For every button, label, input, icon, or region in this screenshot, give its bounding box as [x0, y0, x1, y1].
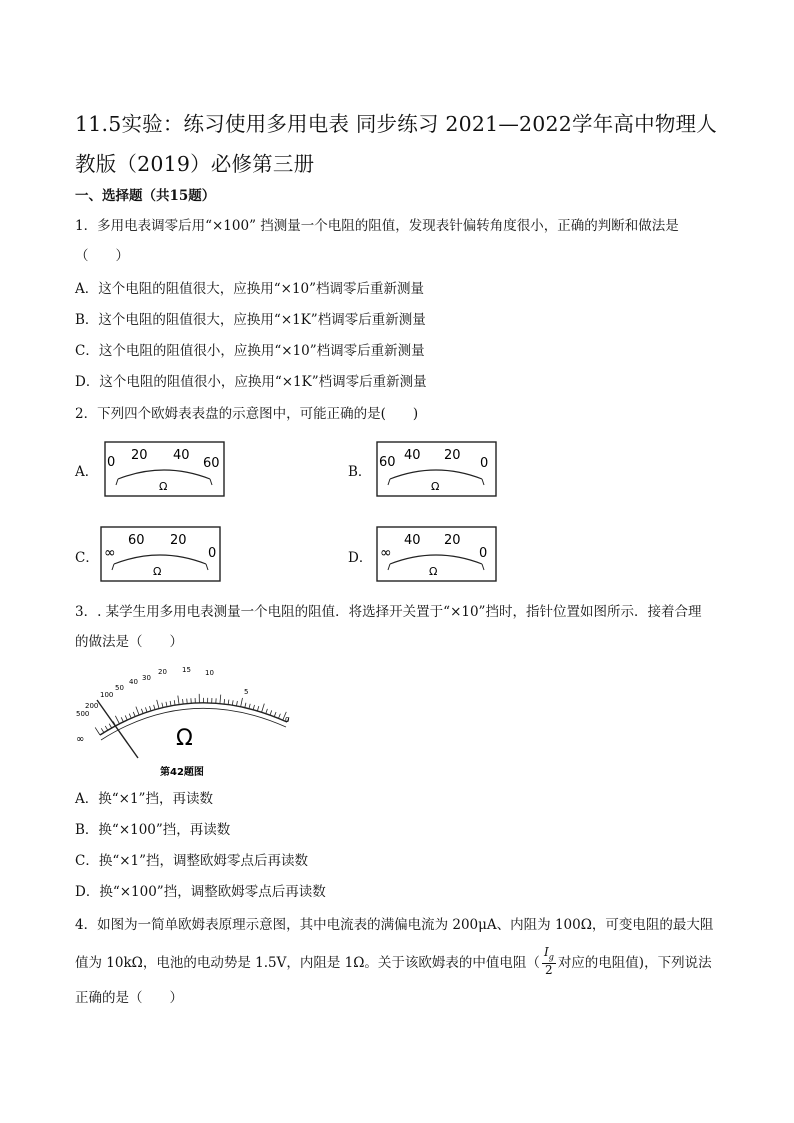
scale-tick	[278, 714, 280, 719]
scale-tick	[262, 704, 265, 713]
scale-tick	[121, 717, 123, 721]
scale-label: 0	[285, 716, 290, 724]
scale-tick	[162, 703, 163, 708]
q1-option-d: D．这个电阻的阻值很小，应换用“×1K”档调零后重新测量	[75, 374, 427, 390]
scale-label: 40	[129, 678, 138, 686]
scale-tick	[266, 709, 268, 714]
scale-label: 30	[142, 674, 151, 682]
scale-tick	[133, 712, 135, 717]
q3-unit: Ω	[176, 726, 193, 751]
q2-a-tick-2: 40	[173, 448, 190, 463]
q2-c-unit: Ω	[153, 565, 162, 578]
q3-stem-line2: 的做法是（ ）	[75, 634, 183, 650]
scale-tick	[105, 726, 108, 730]
q1-option-a: A．这个电阻的阻值很大，应换用“×10”档调零后重新测量	[75, 281, 425, 297]
scale-tick	[95, 727, 100, 735]
q2-stem: 2．下列四个欧姆表表盘的示意图中，可能正确的是( )	[75, 406, 419, 422]
scale-tick	[136, 707, 139, 715]
q2-b-tick-3: 0	[480, 456, 489, 471]
q2-a-tick-3: 60	[203, 456, 220, 471]
scale-tick	[232, 700, 233, 705]
scale-tick	[245, 703, 246, 708]
q1-option-c: C．这个电阻的阻值很小，应换用“×10”档调零后重新测量	[75, 343, 425, 359]
scale-label: 100	[100, 691, 114, 699]
scale-tick	[125, 715, 127, 720]
q3-option-b: B．换“×100”挡，再读数	[75, 822, 231, 838]
q3-stem-line1: 3．. 某学生用多用电表测量一个电阻的阻值．将选择开关置于“×10”挡时，指针位置如图所示．接着合理	[75, 604, 702, 620]
scale-tick	[115, 716, 119, 724]
q2-label-a: A．	[75, 464, 99, 480]
q2-label-c: C．	[75, 550, 99, 566]
q2-c-tick-2: 20	[170, 533, 187, 548]
scale-tick	[109, 724, 111, 728]
scale-tick	[224, 699, 225, 704]
q4-frac-sub: g	[548, 952, 554, 962]
q2-a-unit: Ω	[159, 480, 168, 493]
scale-label: 200	[85, 702, 99, 710]
scale-tick	[170, 701, 171, 706]
scale-tick	[178, 696, 179, 705]
q4-line2-pre: 值为 10kΩ，电池的电动势是 1.5V，内阻是 1Ω。关于该欧姆表的中值电阻（	[75, 955, 540, 972]
q2-d-tick-1: 40	[404, 533, 421, 548]
scale-tick	[129, 714, 131, 719]
scale-tick	[257, 706, 258, 711]
q2-dial-a	[104, 441, 225, 497]
q4-line3: 正确的是（ ）	[75, 990, 183, 1006]
scale-tick	[166, 702, 167, 707]
scale-tick	[150, 706, 151, 711]
q2-a-tick-1: 20	[131, 448, 148, 463]
scale-tick	[157, 700, 159, 709]
q4-frac-den: 2	[545, 963, 553, 978]
q2-b-tick-1: 40	[404, 448, 421, 463]
q3-caption: 第42题图	[160, 767, 204, 778]
q2-d-unit: Ω	[429, 565, 438, 578]
page-title: 11.5实验：练习使用多用电表 同步练习 2021—2022学年高中物理人教版（2019）必修第三册	[75, 112, 717, 176]
meter-needle	[97, 700, 138, 758]
q2-c-tick-0: ∞	[104, 545, 116, 561]
q4-line2	[75, 945, 712, 979]
q3-option-d: D．换“×100”挡，调整欧姆零点后再读数	[75, 884, 326, 900]
scale-label: 20	[158, 668, 167, 676]
q4-line2-post: 对应的电阻值)，下列说法	[557, 955, 712, 972]
scale-tick	[270, 710, 272, 715]
q1-stem-line2: （ ）	[75, 248, 129, 264]
scale-tick	[249, 704, 250, 709]
q3-option-a: A．换“×1”挡，再读数	[75, 791, 213, 807]
scale-label: ∞	[76, 734, 85, 745]
q2-label-b: B．	[348, 464, 372, 480]
q2-d-tick-3: 0	[479, 546, 488, 561]
scale-tick	[228, 700, 229, 705]
q2-dial-d	[376, 526, 497, 582]
scale-label: 10	[205, 669, 214, 677]
scale-label: 15	[182, 666, 191, 674]
q1-stem-line1: 1．多用电表调零后用“×100” 挡测量一个电阻的阻值，发现表针偏转角度很小，正确的判断和做法是	[75, 218, 679, 234]
q3-ohm-scale-figure	[72, 660, 302, 780]
q4-fraction	[542, 946, 556, 977]
q2-a-tick-0: 0	[107, 455, 116, 470]
q2-c-tick-3: 0	[208, 546, 217, 561]
scale-tick	[253, 705, 254, 710]
q2-b-unit: Ω	[431, 480, 440, 493]
q2-d-tick-2: 20	[444, 533, 461, 548]
scale-tick	[241, 698, 243, 707]
scale-label: 50	[115, 684, 124, 692]
q2-dial-c	[100, 526, 221, 582]
scale-tick	[174, 700, 175, 705]
q2-dial-b	[376, 441, 497, 497]
scale-tick	[183, 699, 184, 704]
scale-label: 5	[244, 688, 249, 696]
q3-option-c: C．换“×1”挡，调整欧姆零点后再读数	[75, 853, 309, 869]
section-heading: 一、选择题（共15题）	[75, 188, 216, 204]
scale-label: 500	[76, 710, 90, 718]
q1-option-b: B．这个电阻的阻值很大，应换用“×1K”档调零后重新测量	[75, 312, 426, 328]
scale-tick	[141, 709, 143, 714]
q2-d-tick-0: ∞	[380, 545, 392, 561]
q2-b-tick-2: 20	[444, 448, 461, 463]
q4-frac-num: I	[543, 945, 549, 959]
q2-c-tick-1: 60	[128, 533, 145, 548]
q2-b-tick-0: 60	[379, 455, 396, 470]
scale-tick	[101, 728, 104, 732]
scale-tick	[220, 695, 221, 704]
scale-tick	[154, 705, 155, 710]
scale-tick	[274, 712, 276, 717]
q2-label-d: D．	[348, 550, 373, 566]
q4-line1: 4．如图为一简单欧姆表原理示意图，其中电流表的满偏电流为 200μA、内阻为 100Ω，可变电阻的最大阻	[75, 917, 714, 933]
scale-tick	[236, 701, 237, 706]
scale-tick	[145, 707, 147, 712]
